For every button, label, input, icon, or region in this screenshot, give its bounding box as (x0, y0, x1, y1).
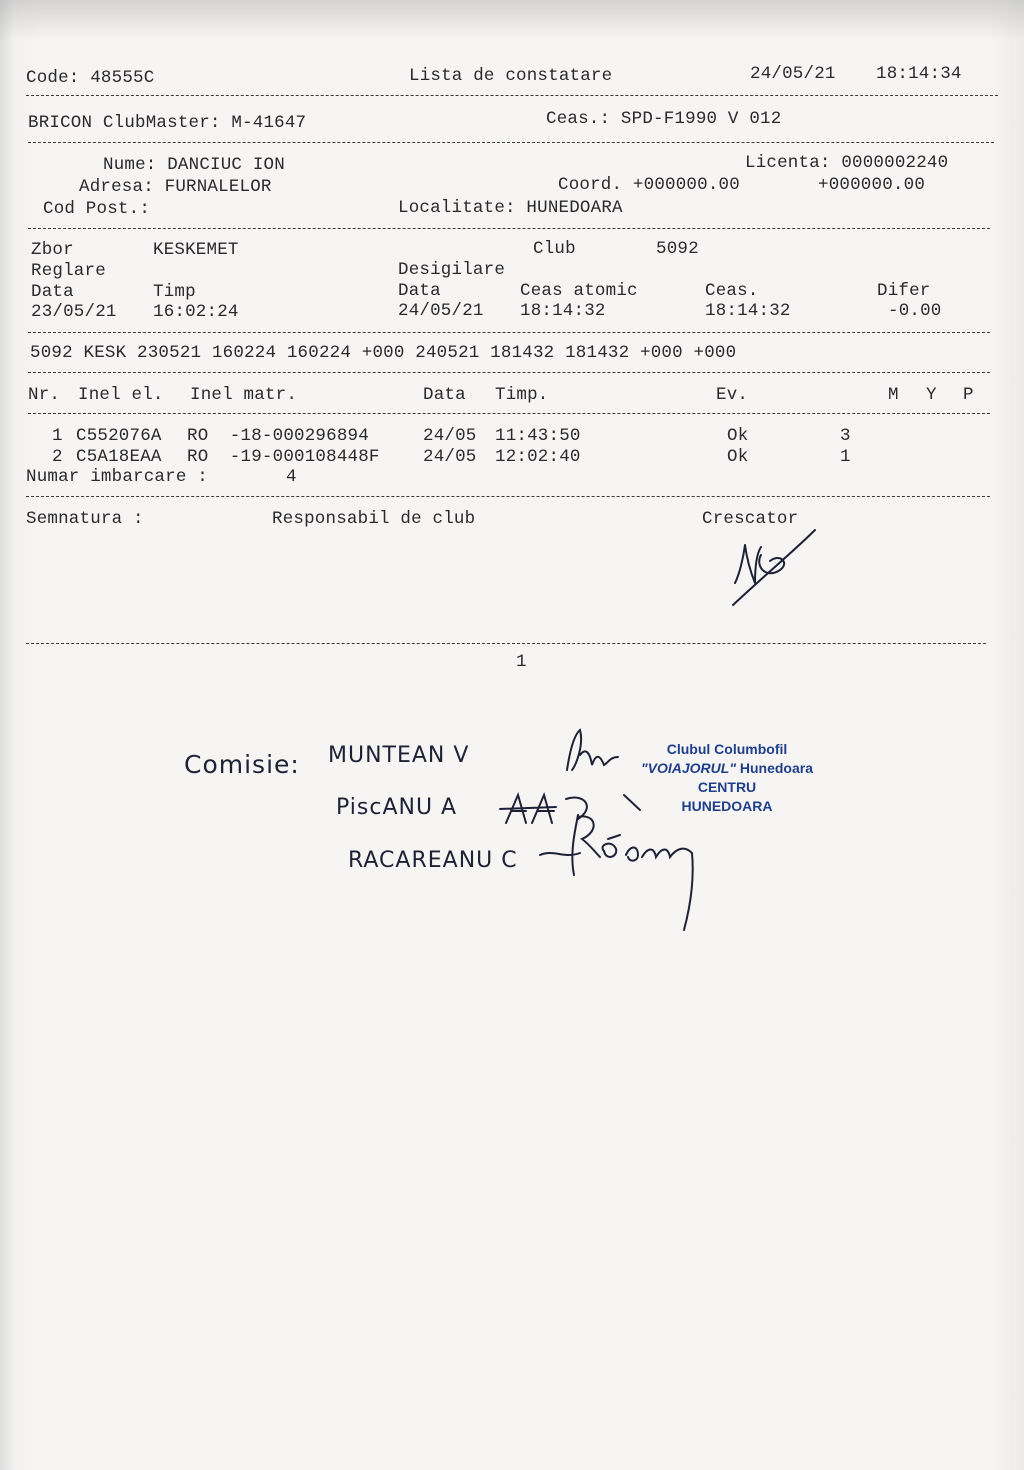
breeder-label: Crescator (702, 509, 799, 529)
row-electronic-ring: C552076A (76, 426, 162, 446)
coordinates-second: +000000.00 (818, 175, 926, 195)
stamp-line-4: HUNEDOARA (681, 798, 773, 814)
divider (26, 643, 986, 644)
club-stamp (612, 740, 842, 816)
clubmaster-id: BRICON ClubMaster: M-41647 (28, 113, 307, 133)
date-label-2: Data (398, 281, 441, 301)
row-ring-number: RO -19-000108448F (187, 447, 380, 467)
difference-value: -0.00 (888, 301, 942, 321)
locality: Localitate: HUNEDOARA (398, 198, 623, 218)
print-time: 18:14:34 (876, 64, 962, 84)
setting-date: 23/05/21 (31, 302, 117, 322)
boarding-count-label: Numar imbarcare : (26, 467, 208, 487)
row-nr: 2 (52, 447, 63, 467)
code-label: Code: 48555C (26, 68, 155, 88)
setting-label: Reglare (31, 261, 106, 281)
row-m: 3 (840, 426, 851, 446)
col-event: Ev. (716, 385, 749, 405)
commission-member-1: MUNTEAN V (328, 743, 470, 768)
clock-label: Ceas. (705, 281, 759, 301)
col-date: Data (423, 385, 466, 405)
boarding-count-value: 4 (286, 467, 297, 487)
col-time: Timp. (495, 385, 549, 405)
row-m: 1 (840, 447, 851, 467)
commission-member-2: PiscANU A (336, 795, 458, 820)
clock-id: Ceas.: SPD-F1990 V 012 (546, 109, 782, 129)
postal-code: Cod Post.: (43, 199, 151, 219)
divider (28, 332, 990, 333)
col-p: P (963, 385, 974, 405)
stamp-line-2 (612, 759, 842, 778)
commission-member-3: RACAREANU C (348, 848, 518, 873)
row-date: 24/05 (423, 426, 477, 446)
unsealing-date: 24/05/21 (398, 301, 484, 321)
col-nr: Nr. (28, 385, 61, 405)
flight-name: KESKEMET (153, 240, 239, 260)
col-m: M (888, 385, 899, 405)
coordinates: Coord. +000000.00 (558, 175, 740, 195)
club-label: Club (533, 239, 576, 259)
time-label: Timp (153, 282, 196, 302)
divider (28, 413, 990, 414)
stamp-club-name: "VOIAJORUL" (641, 760, 736, 776)
document-title: Lista de constatare (409, 66, 613, 86)
commission-signature-3 (534, 805, 704, 935)
setting-time: 16:02:24 (153, 302, 239, 322)
divider (26, 95, 998, 96)
club-number: 5092 (656, 239, 699, 259)
club-responsible-label: Responsabil de club (272, 509, 476, 529)
row-electronic-ring: C5A18EAA (76, 447, 162, 467)
commission-label: Comisie: (184, 750, 300, 779)
paper-shadow (0, 0, 1024, 40)
owner-address: Adresa: FURNALELOR (79, 177, 272, 197)
stamp-club-city: Hunedoara (739, 760, 813, 776)
row-time: 12:02:40 (495, 447, 581, 467)
row-event: Ok (727, 426, 749, 446)
unsealing-label: Desigilare (398, 260, 506, 280)
divider (28, 142, 994, 143)
row-time: 11:43:50 (495, 426, 581, 446)
clock-time: 18:14:32 (705, 301, 791, 321)
page-number: 1 (516, 652, 527, 672)
owner-name: Nume: DANCIUC ION (103, 155, 285, 175)
divider (28, 372, 990, 373)
difference-label: Difer (877, 281, 931, 301)
breeder-signature (725, 525, 825, 610)
atomic-clock-time: 18:14:32 (520, 301, 606, 321)
stamp-line-1: Clubul Columbofil (666, 741, 788, 757)
divider (26, 496, 990, 497)
col-y: Y (926, 385, 937, 405)
summary-line: 5092 KESK 230521 160224 160224 +000 240521 181432 181432 +000 +000 (30, 343, 737, 363)
signature-label: Semnatura : (26, 509, 144, 529)
row-event: Ok (727, 447, 749, 467)
flight-label: Zbor (31, 240, 74, 260)
row-date: 24/05 (423, 447, 477, 467)
row-nr: 1 (52, 426, 63, 446)
license-number: Licenta: 0000002240 (745, 153, 949, 173)
divider (28, 228, 990, 229)
col-electronic-ring: Inel el. (78, 385, 164, 405)
col-ring-number: Inel matr. (190, 385, 298, 405)
print-date: 24/05/21 (750, 64, 836, 84)
row-ring-number: RO -18-000296894 (187, 426, 369, 446)
date-label: Data (31, 282, 74, 302)
atomic-clock-label: Ceas atomic (520, 281, 638, 301)
stamp-line-3: CENTRU (697, 779, 757, 795)
